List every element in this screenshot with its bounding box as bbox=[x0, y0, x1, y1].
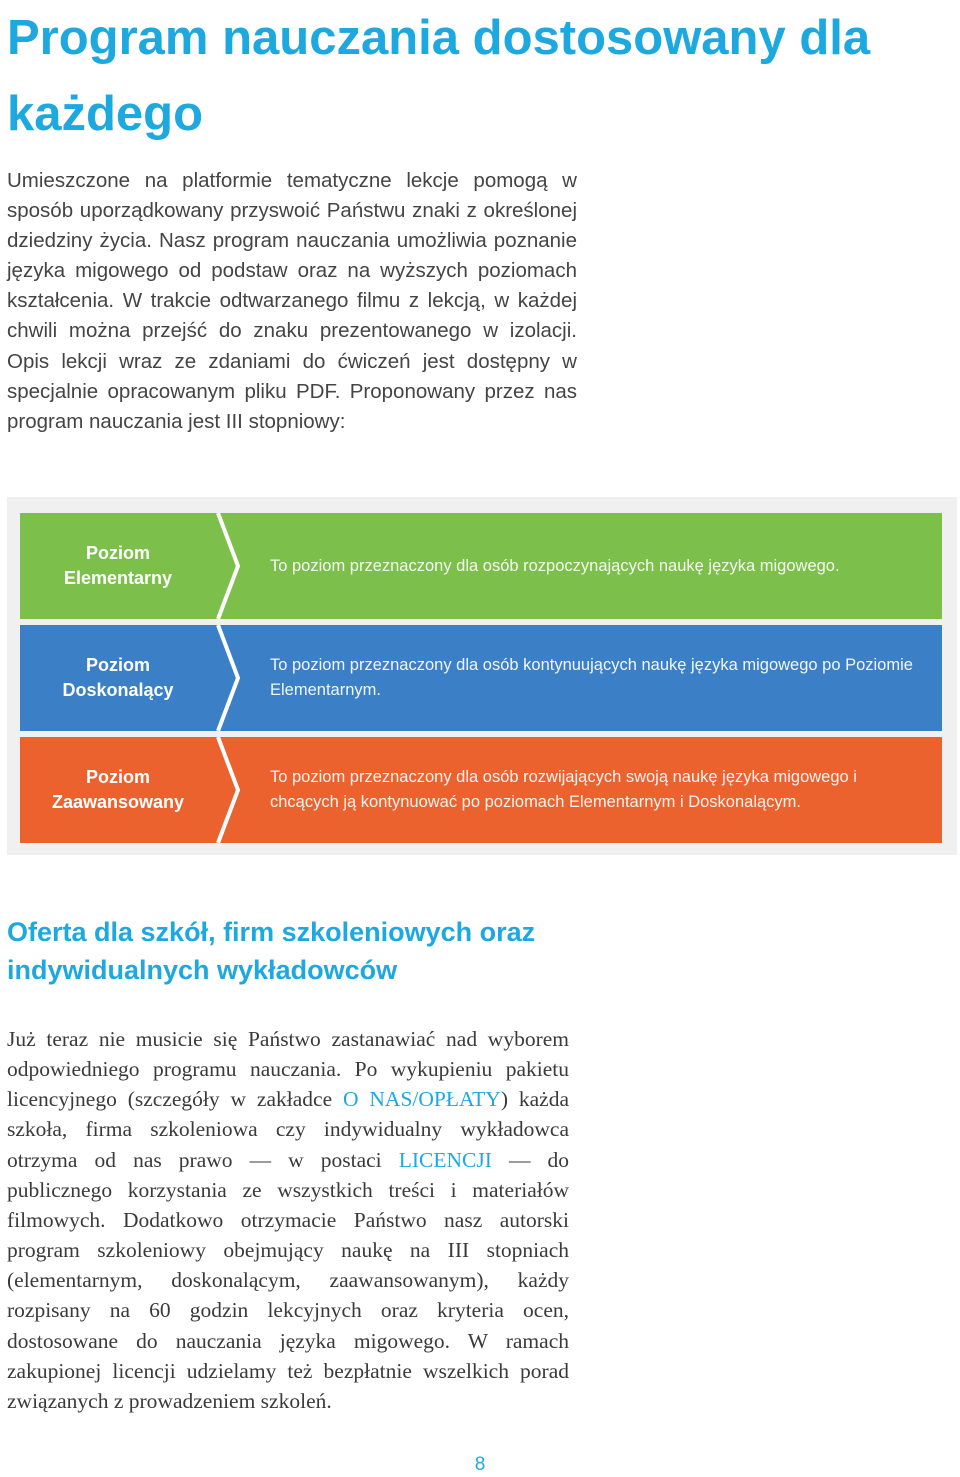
level-row-advanced bbox=[20, 737, 942, 843]
intro-paragraph: Umieszczone na platformie tematyczne lekcje pomogą w sposób uporządkowany przyswoić Państwu znaki z określonej dziedziny życia. Nasz program nauczania umożliwia poznanie języka migowego od podstaw oraz na wyższych poziomach kształcenia. W trakcie odtwarzanego filmu z lekcją, w każdej chwili można przejść do znaku prezentowanego w izolacji. Opis lekcji wraz ze zdaniami do ćwiczeń jest dostępny w specjalnie opracowanym pliku PDF. Proponowany przez nas program nauczania jest III stopniowy: bbox=[7, 169, 577, 433]
offer-text-part-2: ) każda szkoła, firma szkoleniowa czy indywidualny wykładowca otrzyma od nas prawo — w postaci bbox=[7, 1087, 569, 1172]
level-name-elementary: Poziom Elementarny bbox=[63, 543, 173, 588]
level-description-advanced: To poziom przeznaczony dla osób rozwijających swoją naukę języka migowego i chcących ją kontynuować po poziomach Elementarnym i Doskonalącym. bbox=[270, 768, 857, 811]
level-row-advanced-improving bbox=[20, 625, 942, 731]
license-link[interactable]: LICENCJI bbox=[398, 1147, 492, 1172]
offer-text-part-1: Już teraz nie musicie się Państwo zastanawiać nad wyborem odpowiedniego programu nauczania. Po wykupieniu pakietu licencyjnego (szczegóły w zakładce bbox=[7, 1027, 569, 1112]
level-name-improving: Poziom Doskonalący bbox=[62, 655, 174, 700]
chevron-right-icon bbox=[216, 737, 242, 843]
page-title: Program nauczania dostosowany dla każdego bbox=[7, 11, 871, 141]
offer-heading: Oferta dla szkół, firm szkoleniowych oraz indywidualnych wykładowców bbox=[7, 917, 536, 985]
chevron-right-icon bbox=[216, 513, 242, 619]
page-number: 8 bbox=[474, 1454, 486, 1475]
level-description-improving: To poziom przeznaczony dla osób kontynuujących naukę języka migowego po Poziomie Elementarnym. bbox=[270, 656, 913, 699]
level-name-advanced: Poziom Zaawansowany bbox=[51, 767, 185, 812]
chevron-right-icon bbox=[216, 625, 242, 731]
levels-diagram bbox=[7, 497, 957, 855]
offer-text-part-3: — do publicznego korzystania ze wszystkich treści i materiałów filmowych. Dodatkowo otrzymacie Państwo nasz autorski program szkoleniowy obejmujący naukę na III stopniach (elementarnym, doskonalącym, zaawansowanym), każdy rozpisany na 60 godzin lekcyjnych oraz kryteria ocen, dostosowane do nauczania języka migowego. W ramach zakupionej licencji udzielamy też bezpłatnie wszelkich porad związanych z prowadzeniem szkoleń. bbox=[7, 1147, 569, 1413]
offer-paragraph bbox=[7, 1024, 569, 1416]
about-fees-link[interactable]: O NAS/OPŁATY bbox=[343, 1087, 501, 1112]
level-description-elementary: To poziom przeznaczony dla osób rozpoczynających naukę języka migowego. bbox=[270, 556, 840, 575]
level-row-elementary bbox=[20, 513, 942, 619]
